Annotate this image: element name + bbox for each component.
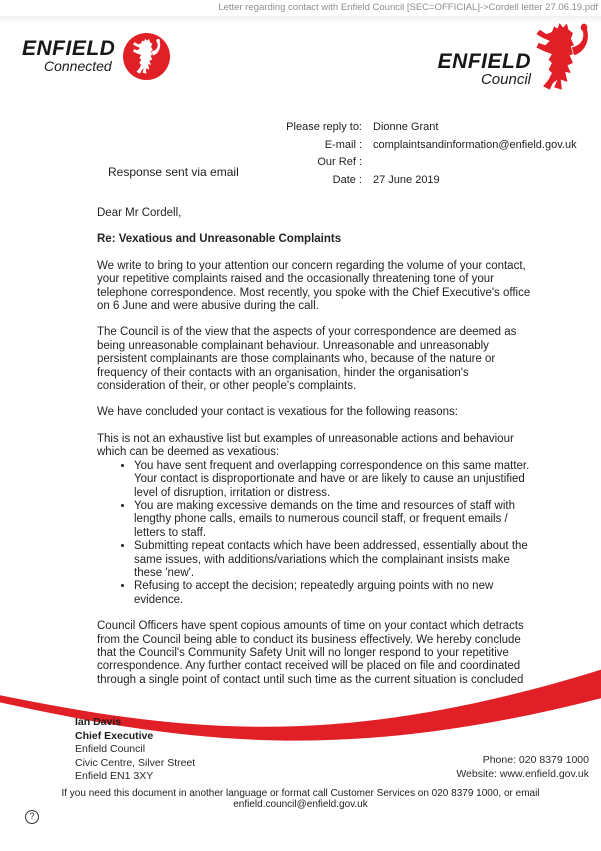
signatory-block: [75, 716, 195, 784]
signatory-org: Enfield Council: [75, 743, 146, 756]
reply-to-value: Dionne Grant: [373, 121, 439, 133]
delivery-note: Response sent via email: [108, 165, 239, 179]
lion-icon: [131, 38, 163, 76]
reply-block: [268, 121, 577, 191]
our-ref-label: Our Ref :: [317, 156, 362, 168]
paragraph: We write to bring to your attention our concern regarding the volume of your contact, your repetitive complaints raised and the occasionally threatening tone of your telephone correspondence. Most recently, you spoke with the Chief Executive's office on 6 June and were abusive during the call.: [97, 259, 531, 313]
signatory-address-line1: Civic Centre, Silver Street: [75, 756, 196, 769]
salutation: Dear Mr Cordell,: [97, 207, 182, 219]
signatory-title: Chief Executive: [75, 729, 154, 742]
reply-row: [268, 121, 577, 133]
reply-row: [268, 156, 577, 168]
list-item: • Refusing to accept the decision; repeatedly arguing points with no new evidence.: [134, 580, 539, 607]
list-item: • You are making excessive demands on the time and resources of staff with lengthy phone calls, emails to numerous council staff, or frequent emails / letters to staff.: [134, 500, 539, 540]
signatory-address-line2: Enfield EN1 3XY: [75, 770, 154, 783]
lion-roundel-icon: [123, 33, 170, 80]
website-line: Website: www.enfield.gov.uk: [456, 767, 589, 780]
enfield-council-subtitle: Council: [480, 71, 531, 88]
reply-label: Please reply to:: [286, 121, 362, 133]
window-title: Letter regarding contact with Enfield Council [SEC=OFFICIAL]->Cordell letter 27.06.19.pdf: [0, 0, 601, 16]
paragraph: The Council is of the view that the aspects of your correspondence are deemed as being unreasonable complainant behaviour. Unreasonable and unreasonably persistent complainants are those complainants who, because of the nature or frequency of their contacts with an organisation, hinder the organisation's consideration of their, or other people's complaints.: [97, 326, 517, 393]
language-help-line: If you need this document in another language or format call Customer Services on 020 8379 1000, or email enfield.council@enfield.gov.uk: [61, 788, 540, 810]
letter-body: [97, 207, 539, 687]
email-label: E-mail :: [324, 138, 362, 151]
list-item: • You have sent frequent and overlapping correspondence on this same matter. Your contact is disproportionate and have or are likely to cause an unjustified level of disruption, irritation or distress.: [134, 460, 539, 500]
date-value: 27 June 2019: [373, 173, 440, 186]
signatory-name: Ian Davis: [75, 716, 122, 728]
enfield-council-logo: [438, 22, 591, 94]
reply-row: [268, 174, 577, 186]
contact-block: [456, 754, 589, 781]
closing-paragraph: Council Officers have spent copious amounts of time on your contact which detracts from the Council being able to conduct its business effectively. We hereby conclude that the Council's Community Safety Unit will no longer respond to your repetitive correspondence. Any further contact received will be placed on file and coordinated through a single point of contact until such time as the current situation is concluded: [97, 620, 524, 686]
phone-line: Phone: 020 8379 1000: [482, 754, 589, 766]
vexatious-behaviour-list: [97, 460, 539, 607]
paragraph: This is not an exhaustive list but examples of unreasonable actions and behaviour which can be deemed as vexatious:: [97, 432, 514, 459]
lion-rampant-icon: [535, 22, 591, 94]
enfield-connected-wordmark: ENFIELD: [22, 37, 116, 60]
subject-line: Re: Vexatious and Unreasonable Complaints: [97, 233, 342, 246]
enfield-connected-subtitle: Connected: [44, 58, 112, 74]
help-icon[interactable]: ?: [25, 810, 39, 824]
reply-row: [268, 139, 577, 151]
email-value: complaintsandinformation@enfield.gov.uk: [373, 138, 577, 151]
enfield-connected-logo: [22, 33, 170, 80]
list-item: • Submitting repeat contacts which have been addressed, essentially about the same issues, with additions/variations which the complainant insists make these 'new'.: [134, 540, 539, 580]
paragraph: We have concluded your contact is vexatious for the following reasons:: [97, 406, 458, 419]
enfield-council-wordmark: ENFIELD: [437, 50, 531, 73]
date-label: Date :: [332, 173, 362, 186]
